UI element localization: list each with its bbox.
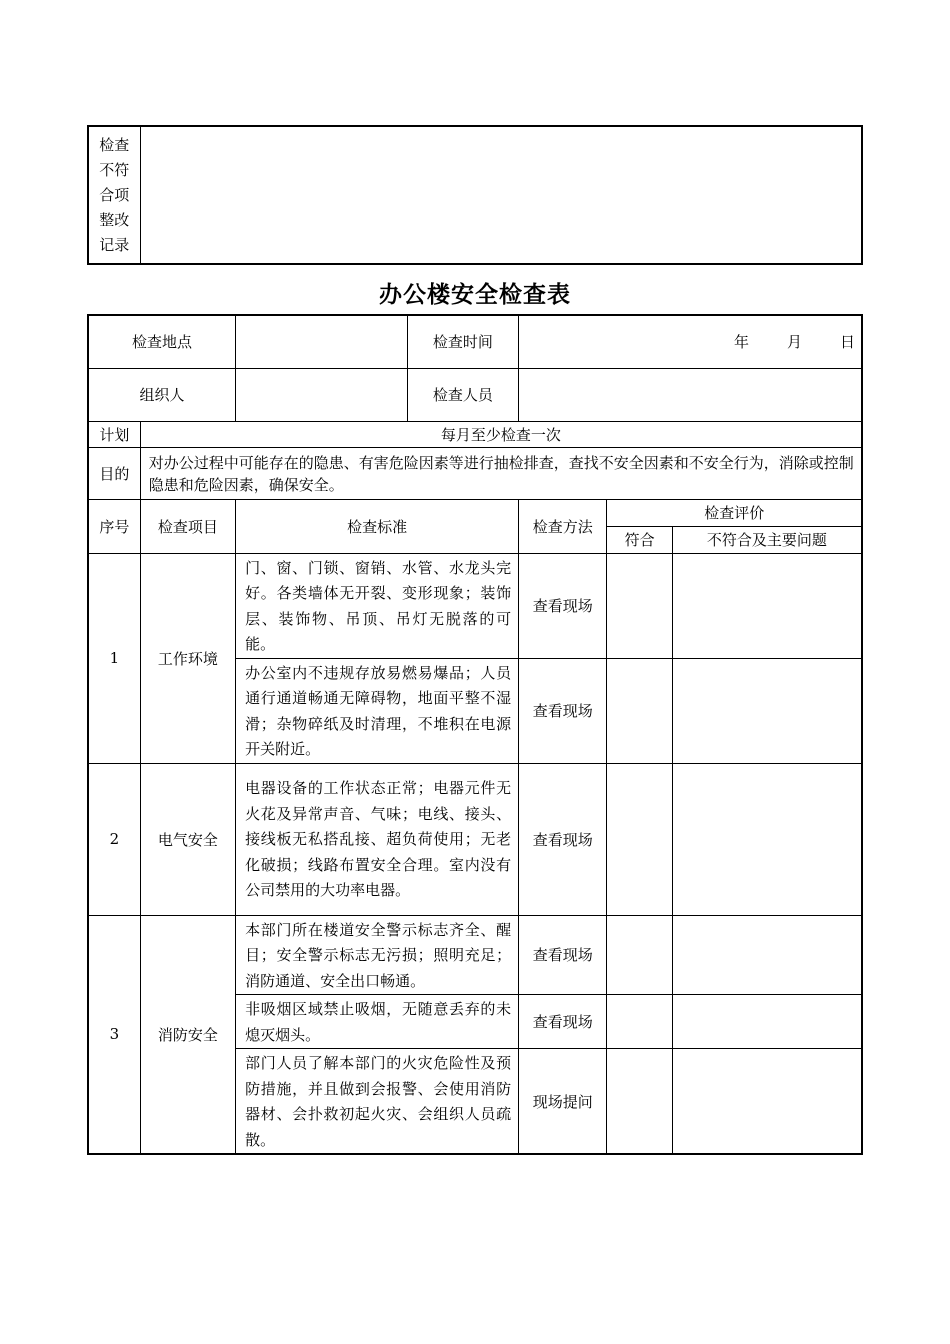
conform-field[interactable] [607,1049,672,1155]
location-label: 检查地点 [88,315,236,368]
column-header-no: 序号 [88,499,140,553]
rectification-label-line: 合项 [99,185,130,204]
item-name: 消防安全 [140,915,235,1154]
method-text: 查看现场 [519,995,607,1049]
column-header-item: 检查项目 [140,499,235,553]
safety-inspection-table [87,314,863,1155]
standard-text: 本部门所在楼道安全警示标志齐全、醒目；安全警示标志无污损；照明充足；消防通道、安全出口畅通。 [236,915,519,995]
item-name: 工作环境 [140,553,235,763]
standard-text: 电器设备的工作状态正常；电器元件无火花及异常声音、气味；电线、接头、接线板无私搭乱接、超负荷使用；无老化破损；线路布置安全合理。室内没有公司禁用的大功率电器。 [236,763,519,915]
conform-field[interactable] [607,995,672,1049]
standard-text: 办公室内不违规存放易燃易爆品；人员通行通道畅通无障碍物，地面平整不湿滑；杂物碎纸及时清理，不堆积在电源开关附近。 [236,658,519,763]
column-header-standard: 检查标准 [236,499,519,553]
item-name: 电气安全 [140,763,235,915]
item-no: 1 [88,553,140,763]
nonconform-field[interactable] [672,915,862,995]
inspectors-label: 检查人员 [407,368,518,421]
plan-value: 每月至少检查一次 [140,421,862,447]
column-header-conform: 符合 [607,526,672,553]
column-header-nonconform: 不符合及主要问题 [672,526,862,553]
nonconform-field[interactable] [672,553,862,658]
page-title: 办公楼安全检查表 [379,281,571,308]
rectification-label-line: 整改 [99,210,130,229]
standard-text: 门、窗、门锁、窗销、水管、水龙头完好。各类墙体无开裂、变形现象；装饰层、装饰物、吊顶、吊灯无脱落的可能。 [236,553,519,658]
month-label: 月 [786,333,802,352]
item-no: 2 [88,763,140,915]
conform-field[interactable] [607,658,672,763]
time-label: 检查时间 [407,315,518,368]
method-text: 查看现场 [519,763,607,915]
time-field[interactable] [519,315,862,368]
plan-label: 计划 [88,421,140,447]
rectification-label [88,126,140,264]
standard-text: 非吸烟区域禁止吸烟，无随意丢弃的未熄灭烟头。 [236,995,519,1049]
inspectors-field[interactable] [519,368,862,421]
standard-text: 部门人员了解本部门的火灾危险性及预防措施，并且做到会报警、会使用消防器材、会扑救初起火灾、会组织人员疏散。 [236,1049,519,1155]
rectification-record-field[interactable] [140,126,862,264]
organizer-label: 组织人 [88,368,236,421]
organizer-field[interactable] [236,368,408,421]
item-no: 3 [88,915,140,1154]
nonconform-field[interactable] [672,763,862,915]
method-text: 查看现场 [519,915,607,995]
conform-field[interactable] [607,763,672,915]
purpose-value: 对办公过程中可能存在的隐患、有害危险因素等进行抽检排查，查找不安全因素和不安全行为，消除或控制隐患和危险因素，确保安全。 [140,447,862,499]
method-text: 查看现场 [519,553,607,658]
nonconform-field[interactable] [672,995,862,1049]
location-field[interactable] [236,315,408,368]
rectification-label-line: 记录 [99,235,130,254]
year-label: 年 [733,333,749,352]
rectification-label-line: 检查 [99,135,130,154]
rectification-label-line: 不符 [99,160,130,179]
method-text: 查看现场 [519,658,607,763]
nonconform-field[interactable] [672,658,862,763]
conform-field[interactable] [607,553,672,658]
purpose-label: 目的 [88,447,140,499]
rectification-record-table [87,125,863,265]
column-header-method: 检查方法 [519,499,607,553]
nonconform-field[interactable] [672,1049,862,1155]
day-label: 日 [839,333,855,352]
column-header-evaluation: 检查评价 [607,499,862,526]
method-text: 现场提问 [519,1049,607,1155]
conform-field[interactable] [607,915,672,995]
